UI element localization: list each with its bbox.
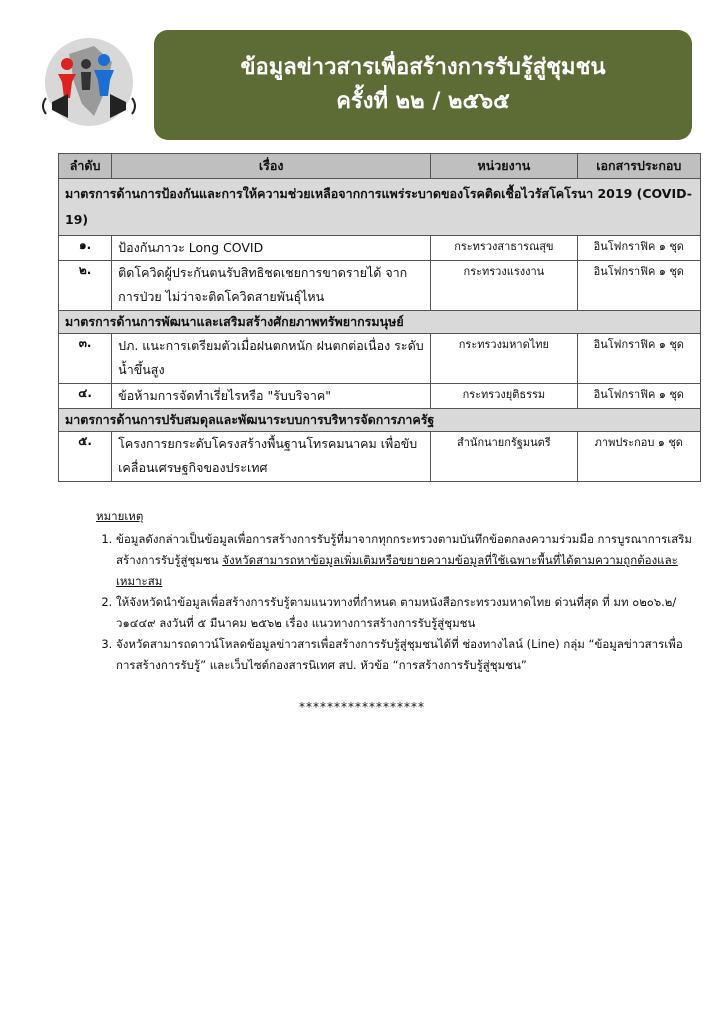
row-document: ภาพประกอบ ๑ ชุด [577,432,700,482]
note-emphasis: จังหวัดสามารถหาข้อมูลเพิ่มเติมหรือขยายความข้อมูลที่ใช้เฉพาะพื้นที่ได้ตามความถูกต้องและเหมาะสม [116,553,678,588]
row-topic: ป้องกันภาวะ Long COVID [112,236,431,261]
section-public-management: มาตรการด้านการปรับสมดุลและพัฒนาระบบการบริหารจัดการภาครัฐ [59,409,701,432]
row-agency: กระทรวงแรงงาน [431,261,577,311]
table-row [59,236,701,261]
row-document: อินโฟกราฟิค ๑ ชุด [577,261,700,311]
note-item: 3. จังหวัดสามารถดาวน์โหลดข้อมูลข่าวสารเพื่อสร้างการรับรู้สู่ชุมชนได้ที่ ช่องทางไลน์ (Line) กลุ่ม “ข้อมูลข่าวสารเพื่อการสร้างการรับรู้” และเว็บไซต์กองสารนิเทศ สป. หัวข้อ “การสร้างการรับรู้สู่ชุมชน” [116,634,696,676]
section-human-resources: มาตรการด้านการพัฒนาและเสริมสร้างศักยภาพทรัพยากรมนุษย์ [59,311,701,334]
row-number: ๓. [59,334,112,384]
title-banner [154,30,692,140]
col-header-agency: หน่วยงาน [431,154,577,179]
row-agency: สำนักนายกรัฐมนตรี [431,432,577,482]
row-topic: ปภ. แนะการเตรียมตัวเมื่อฝนตกหนัก ฝนตกต่อเนื่อง ระดับน้ำขึ้นสูง [112,334,431,384]
community-map-logo-icon [34,34,144,134]
row-topic: ติดโควิดผู้ประกันตนรับสิทธิชดเชยการขาดรายได้ จากการป่วย ไม่ว่าจะติดโควิดสายพันธุ์ไหน [112,261,431,311]
notes-title: หมายเหตุ [96,509,144,523]
table-row [59,432,701,482]
row-number: ๕. [59,432,112,482]
page-title: ข้อมูลข่าวสารเพื่อสร้างการรับรู้สู่ชุมชน [240,55,606,80]
table-header-row [59,154,701,179]
table-row [59,261,701,311]
note-text: ข้อมูลดังกล่าวเป็นข้อมูลเพื่อการสร้างการรับรู้ที่มาจากทุกกระทรวงตามบันทึกข้อตกลงความร่วมมือ การบูรณาการเสริมสร้างการรับรู้สู่ชุมชน [116,532,693,567]
row-number: ๔. [59,384,112,409]
row-agency: กระทรวงมหาดไทย [431,334,577,384]
notes-list [96,529,696,676]
section-row [59,311,701,334]
row-document: อินโฟกราฟิค ๑ ชุด [577,334,700,384]
col-header-order: ลำดับ [59,154,112,179]
col-header-document: เอกสารประกอบ [577,154,700,179]
notes-section [96,506,696,676]
note-item [116,529,696,592]
row-topic: ข้อห้ามการจัดทำเรี่ยไรหรือ "รับบริจาค" [112,384,431,409]
table-row [59,384,701,409]
row-number: ๑. [59,236,112,261]
section-row [59,179,701,236]
row-document: อินโฟกราฟิค ๑ ชุด [577,384,700,409]
note-item: 2. ให้จังหวัดนำข้อมูลเพื่อสร้างการรับรู้ตามแนวทางที่กำหนด ตามหนังสือกระทรวงมหาดไทย ด่วนที่สุด ที่ มท ๐๒๐๖.๒/ว๑๔๔๙ ลงวันที่ ๕ มีนาคม ๒๕๖๒ เรื่อง แนวทางการสร้างการรับรู้สู่ชุมชน [116,592,696,634]
row-document: อินโฟกราฟิค ๑ ชุด [577,236,700,261]
table-row [59,334,701,384]
end-separator: ****************** [299,700,425,714]
news-table [58,153,701,482]
issue-number: ครั้งที่ ๒๒ / ๒๕๖๕ [336,89,510,114]
col-header-topic: เรื่อง [112,154,431,179]
row-agency: กระทรวงสาธารณสุข [431,236,577,261]
row-agency: กระทรวงยุติธรรม [431,384,577,409]
row-number: ๒. [59,261,112,311]
section-row [59,409,701,432]
section-covid: มาตรการด้านการป้องกันและการให้ความช่วยเหลือจากการแพร่ระบาดของโรคติดเชื้อไวรัสโคโรนา 2019 (COVID-19) [59,179,701,236]
row-topic: โครงการยกระดับโครงสร้างพื้นฐานโทรคมนาคม เพื่อขับเคลื่อนเศรษฐกิจของประเทศ [112,432,431,482]
